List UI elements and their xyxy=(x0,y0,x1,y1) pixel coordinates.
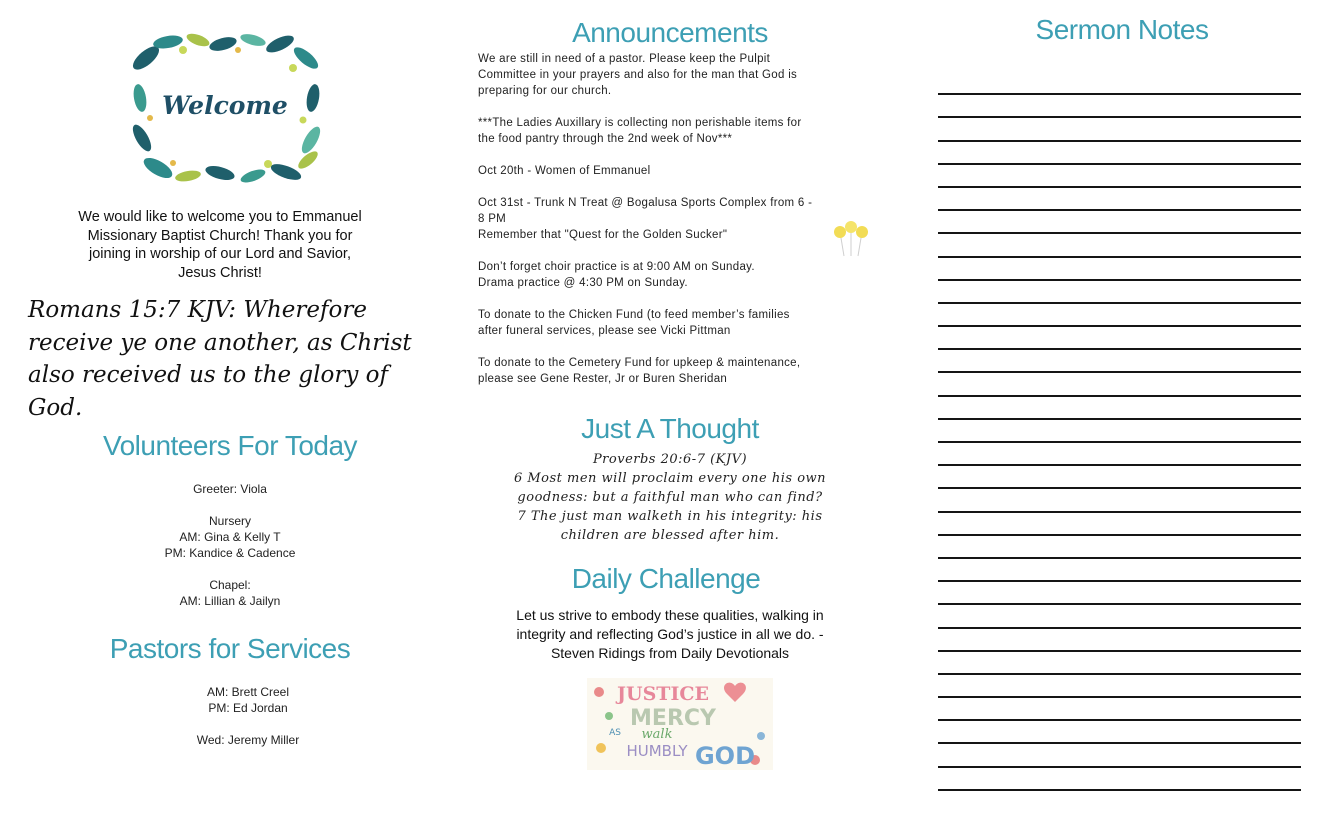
pastors-heading: Pastors for Services xyxy=(109,633,351,664)
challenge-text xyxy=(480,606,860,663)
justice-mercy-art xyxy=(585,676,775,772)
note-line xyxy=(938,443,1301,466)
announcement-line: ***The Ladies Auxillary is collecting non perishable items for xyxy=(478,117,802,129)
note-line xyxy=(938,373,1301,396)
pastor-line: Wed: Jeremy Miller xyxy=(196,733,300,747)
verse-line: God. xyxy=(28,394,83,421)
right-panel xyxy=(920,0,1344,816)
volunteer-line xyxy=(30,497,430,513)
announcement-line: Oct 31st - Trunk N Treat @ Bogalusa Sports Complex from 6 - xyxy=(478,197,813,209)
announcement-pastor xyxy=(478,51,878,99)
note-line xyxy=(938,165,1301,188)
announcement-cemetery-fund xyxy=(478,355,878,387)
volunteer-line: AM: Gina & Kelly T xyxy=(179,530,281,544)
announcement-ladies-auxillary xyxy=(478,115,878,147)
proverb-line: children are blessed after him. xyxy=(560,528,780,543)
announcement-women xyxy=(478,163,878,179)
sermon-note-lines xyxy=(938,72,1301,791)
note-line xyxy=(938,744,1301,767)
announcement-chicken-fund xyxy=(478,307,878,339)
announcement-line: after funeral services, please see Vicki Pittman xyxy=(478,325,731,337)
volunteer-line: Nursery xyxy=(208,514,251,528)
announcement-line: the food pantry through the 2nd week of Nov*** xyxy=(478,133,733,145)
note-line xyxy=(938,536,1301,559)
announcement-line: Drama practice @ 4:30 PM on Sunday. xyxy=(478,277,688,289)
note-line xyxy=(938,281,1301,304)
note-line xyxy=(938,629,1301,652)
thought-heading: Just A Thought xyxy=(581,413,759,444)
welcome-message xyxy=(30,208,410,282)
announcement-line: We are still in need of a pastor. Please keep the Pulpit xyxy=(478,53,771,65)
art-justice: JUSTICE xyxy=(617,683,709,705)
note-line xyxy=(938,420,1301,443)
welcome-line: Jesus Christ! xyxy=(178,264,262,281)
note-line xyxy=(938,142,1301,165)
volunteers-heading: Volunteers For Today xyxy=(102,430,358,461)
art-mercy: MERCY xyxy=(630,706,716,731)
note-line xyxy=(938,72,1301,95)
note-line xyxy=(938,304,1301,327)
verse-line: receive ye one another, as Christ xyxy=(28,329,412,356)
art-god: GOD xyxy=(694,742,756,770)
volunteer-line: PM: Kandice & Cadence xyxy=(164,546,296,560)
note-line xyxy=(938,234,1301,257)
sermon-notes-heading: Sermon Notes xyxy=(1035,14,1209,45)
volunteer-line: Greeter: Viola xyxy=(193,482,267,496)
announcement-line: To donate to the Cemetery Fund for upkeep & maintenance, xyxy=(478,357,801,369)
announcement-line: Don’t forget choir practice is at 9:00 AM on Sunday. xyxy=(478,261,755,273)
announcement-trunk-n-treat xyxy=(478,195,878,243)
welcome-line: joining in worship of our Lord and Savior, xyxy=(89,246,351,262)
welcome-line: Missionary Baptist Church! Thank you for xyxy=(87,227,353,244)
note-line xyxy=(938,95,1301,118)
announcement-line: 8 PM xyxy=(478,213,507,225)
middle-panel xyxy=(460,0,880,816)
announcement-line: Oct 20th - Women of Emmanuel xyxy=(478,165,651,177)
welcome-line: We would like to welcome you to Emmanuel xyxy=(78,209,362,225)
announcements-heading: Announcements xyxy=(572,17,768,48)
volunteer-line xyxy=(30,561,430,577)
note-line xyxy=(938,559,1301,582)
note-line xyxy=(938,397,1301,420)
announcement-line: Committee in your prayers and also for the man that God is xyxy=(478,69,798,81)
challenge-heading: Daily Challenge xyxy=(571,563,761,594)
proverb-text xyxy=(480,450,860,545)
challenge-line: integrity and reflecting God’s justice in all we do. - xyxy=(516,626,824,642)
left-panel xyxy=(0,0,460,816)
announcement-line: preparing for our church. xyxy=(478,85,612,97)
challenge-line: Let us strive to embody these qualities, walking in xyxy=(516,607,824,623)
note-line xyxy=(938,350,1301,373)
announcement-line: Remember that "Quest for the Golden Sucker" xyxy=(478,229,728,241)
note-line xyxy=(938,605,1301,628)
volunteer-line: AM: Lillian & Jailyn xyxy=(179,594,281,608)
note-line xyxy=(938,652,1301,675)
challenge-line: Steven Ridings from Daily Devotionals xyxy=(550,645,790,661)
note-line xyxy=(938,675,1301,698)
pastor-line xyxy=(48,716,448,732)
proverb-line: 6 Most men will proclaim every one his own xyxy=(513,471,827,486)
pastor-line: AM: Brett Creel xyxy=(206,685,290,699)
pastors-list xyxy=(48,684,448,748)
art-walk: walk xyxy=(641,727,673,742)
golden-sucker-icon xyxy=(830,218,872,258)
note-line xyxy=(938,118,1301,141)
announcement-line: please see Gene Rester, Jr or Buren Sheridan xyxy=(478,373,728,385)
volunteer-line: Chapel: xyxy=(209,578,251,592)
proverb-line: goodness: but a faithful man who can find? xyxy=(517,490,823,505)
note-line xyxy=(938,768,1301,791)
note-line xyxy=(938,513,1301,536)
announcement-practice xyxy=(478,259,878,291)
note-line xyxy=(938,721,1301,744)
art-humbly: HUMBLY xyxy=(626,742,688,760)
note-line xyxy=(938,466,1301,489)
art-as: AS xyxy=(609,728,621,738)
volunteers-list xyxy=(30,481,430,609)
note-line xyxy=(938,582,1301,605)
verse-line: Romans 15:7 KJV: Wherefore xyxy=(28,297,367,323)
note-line xyxy=(938,327,1301,350)
note-line xyxy=(938,698,1301,721)
announcements-list xyxy=(478,51,878,403)
note-line xyxy=(938,489,1301,512)
romans-verse xyxy=(28,294,448,424)
pastor-line: PM: Ed Jordan xyxy=(208,701,288,715)
welcome-wreath xyxy=(128,28,323,186)
proverb-line: Proverbs 20:6-7 (KJV) xyxy=(592,452,748,467)
note-line xyxy=(938,258,1301,281)
verse-line: also received us to the glory of xyxy=(28,362,389,388)
wreath-label: Welcome xyxy=(162,91,288,120)
note-line xyxy=(938,211,1301,234)
proverb-line: 7 The just man walketh in his integrity: his xyxy=(517,509,823,524)
announcement-line: To donate to the Chicken Fund (to feed member’s families xyxy=(478,309,790,321)
note-line xyxy=(938,188,1301,211)
